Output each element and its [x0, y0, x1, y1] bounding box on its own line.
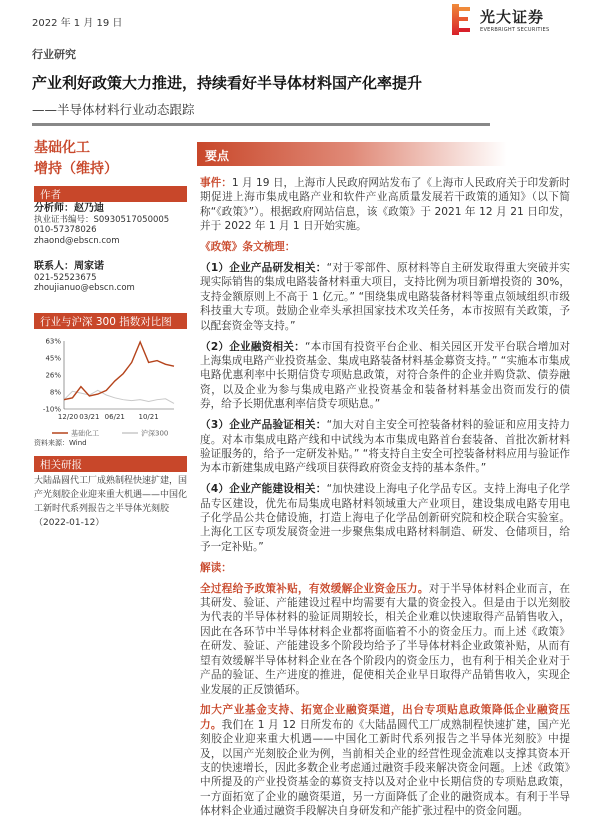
analyst-cert: 执业证书编号：S0930517050005 — [34, 214, 170, 225]
event-paragraph — [200, 176, 570, 234]
related-section-header: 相关研报 — [34, 456, 187, 472]
policy-item-head: （4）企业产能建设相关： — [200, 483, 327, 496]
policy-item-head: （3）企业产品验证相关： — [200, 419, 327, 432]
x-tick-label: 10/21 — [138, 413, 159, 421]
y-tick-label: 26% — [45, 371, 61, 380]
contact-email[interactable]: zhoujianuo@ebscn.com — [34, 283, 135, 293]
analysis-heading: 解读： — [200, 561, 232, 574]
series-line-基础化工 — [64, 342, 174, 400]
policy-item-text: “加大对自主安全可控装备材料的验证和应用支持力度。对本市集成电路产线和中试线为本市集成电路首台套装备、首批次新材料验证服务的，给予一定研发补贴。” “将支持自主安全可控装备材料应用与验证作为本市新建集成电路产线项目获得政府资金支持的基本条件。” — [200, 419, 570, 475]
report-date: 2022 年 1 月 19 日 — [32, 18, 123, 29]
policy-item-head: （1）企业产品研发相关： — [200, 262, 327, 275]
analysis-text: 对于半导体材料企业而言，在其研发、验证、产能建设过程中均需要有大量的资金投入。但是由于以光刻胶为代表的半导体材料的验证周期较长，相关企业难以快速取得产品销售收入，因此在各环节中半导体材料企业都将面临着不小的资金压力。而上述《政策》在研发、验证、产能建设多个阶段均给予了半导体材料企业政策补贴，从而有望有效缓解半导体材料企业在各个阶段内的资金压力，也有利于相关企业对于产品的验证、生产进度的推进，促使相关企业早日取得产品销售收入，实现企业发展的正反馈循环。 — [200, 582, 571, 696]
analyst-name: 分析师：赵乃迪 — [34, 203, 104, 214]
event-label: 事件： — [200, 177, 232, 189]
logo — [452, 4, 572, 36]
rating: 增持（维持） — [34, 161, 118, 177]
logo-text: 光大证券 — [480, 8, 545, 26]
report-type: 行业研究 — [32, 48, 76, 61]
chart-section-header: 行业与沪深 300 指数对比图 — [34, 313, 187, 329]
series-line-沪深300 — [64, 390, 174, 403]
y-tick-label: 8% — [49, 388, 61, 397]
logo-mark-icon — [452, 4, 470, 35]
y-tick-label: 45% — [45, 354, 61, 363]
sector: 基础化工 — [34, 140, 90, 156]
policy-item-head: （2）企业融资相关： — [200, 340, 305, 353]
legend-label: 基础化工 — [71, 429, 99, 438]
contact-phone: 021-52523675 — [34, 272, 97, 283]
policy-heading: 《政策》条文梳理： — [200, 241, 296, 254]
page-subtitle: ——半导体材料行业动态跟踪 — [32, 102, 195, 117]
policy-item-text: “加快建设上海电子化学品专区。支持上海电子化学品专区建设，优先布局集成电路材料领域重大产业项目，建设集成电路专用电子化学品公共仓储设施，打造上海电子化学品创新研究院和校企联合实验室。上海化工区专项发展资金进一步聚焦集成电路材料制造、研发、仓储项目，给予一定补贴。” — [200, 483, 570, 553]
analysis-head: 加大产业基金支持、拓宽企业融资渠道，出台专项贴息政策降低企业融资压力。 — [200, 704, 570, 731]
policy-item — [200, 261, 570, 333]
contact-name: 联系人：周家诺 — [34, 261, 104, 272]
page-title: 产业利好政策大力推进，持续看好半导体材料国产化率提升 — [32, 74, 423, 92]
analysis-text: 我们在 1 月 12 日所发布的《大陆晶圆代工厂成熟制程快速扩建，国产光刻胶企业迎来重大机遇——中国化工新时代系列报告之半导体光刻胶》中提及，以国产光刻胶企业为例，当前相关企业的经营性现金流难以支撑其资本开支的快速增长，因此多数企业考虑通过融资手段来解决资金问题。上述《政策》中所提及的产业投资基金的募资支持以及对企业中长期信贷的专项贴息政策，一方面拓宽了企业的融资渠道，另一方面降低了企业的融资成本。有利于半导体材料企业通过融资手段解决自身研发和产能扩张过程中的资金问题。 — [200, 718, 571, 818]
main-content — [200, 176, 570, 825]
policy-item — [200, 340, 570, 412]
analysis-paragraph — [200, 703, 570, 818]
policy-item-text: “对于零部件、原材料等自主研发取得重大突破并实现实际销售的集成电路装备材料重大项目，支持比例为项目新增投资的 30%，支持金额原则上不高于 1 亿元。” “围绕集成电路装备材料等重点领域组织市级科技重大专项。鼓励企业牵头承担国家技术攻关任务，本市按照有关政策，予以配套资金等支持。” — [200, 262, 570, 332]
policy-item — [200, 418, 570, 476]
analysis-paragraph — [200, 582, 570, 697]
x-tick-label: 03/21 — [79, 413, 100, 421]
x-tick-label: 12/20 — [57, 413, 79, 421]
index-comparison-chart — [30, 333, 190, 453]
analysis-head: 全过程给予政策补贴，有效缓解企业资金压力。 — [200, 582, 429, 595]
logo-subtext: EVERBRIGHT SECURITIES — [480, 27, 550, 33]
related-report-link[interactable]: 大陆晶圆代工厂成熟制程快速扩建，国产光刻胶企业迎来重大机遇——中国化工新时代系列报告之半导体光刻胶（2022-01-12） — [34, 476, 188, 528]
y-tick-label: -10% — [42, 405, 61, 414]
chart-source: 资料来源：Wind — [34, 439, 87, 447]
analyst-phone: 010-57378026 — [34, 225, 97, 235]
key-points-header: 要点 — [197, 142, 507, 166]
policy-item — [200, 482, 570, 554]
legend-label: 沪深300 — [141, 429, 169, 438]
event-text: 1 月 19 日，上海市人民政府网站发布了《上海市人民政府关于印发新时期促进上海市集成电路产业和软件产业高质量发展若干政策的通知》（以下简称“《政策》”）。根据政府网站信息，该《政策》于 2021 年 12 月 21 日印发，并于 2022 年 1 月 1 日开始实施。 — [200, 177, 570, 233]
author-section-header: 作者 — [34, 186, 187, 202]
analyst-info — [34, 204, 190, 246]
x-tick-label: 06/21 — [104, 413, 125, 421]
divider — [32, 123, 490, 126]
y-tick-label: 63% — [45, 337, 61, 346]
analyst-email[interactable]: zhaond@ebscn.com — [34, 235, 120, 246]
policy-item-text: “本市国有投资平台企业、相关园区开发平台联合增加对上海集成电路产业投资基金、集成电路装备材料基金募资支持。” “实施本市集成电路优惠利率中长期信贷专项贴息政策，对符合条件的企业并购贷款、债券融资，以及企业为参与集成电路产业投资基金和装备材料基金出资而发行的债券，给予长期优惠利率信贷专项贴息。” — [200, 340, 570, 411]
contact-info — [34, 262, 190, 294]
